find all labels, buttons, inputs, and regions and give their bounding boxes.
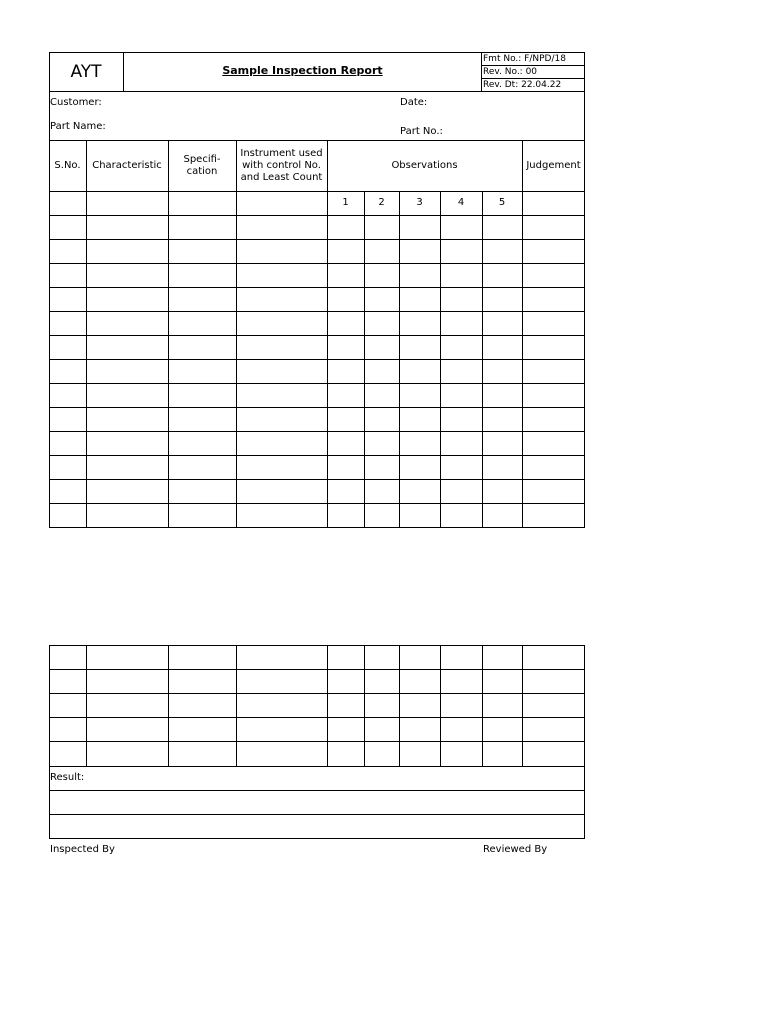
col-instrument-3: and Least Count — [240, 172, 323, 183]
obs-number: 4 — [457, 197, 465, 208]
meta-divider — [481, 52, 482, 91]
result-row — [49, 814, 585, 815]
table-row — [49, 479, 585, 480]
col-line — [168, 140, 169, 528]
table-row — [49, 335, 585, 336]
col-sno: S.No. — [54, 160, 81, 171]
col-line — [522, 140, 523, 528]
customer-label: Customer: — [50, 97, 102, 108]
obs-number: 5 — [498, 197, 506, 208]
inspection-table-top — [49, 52, 585, 528]
col-specification-1: Specifi- — [183, 154, 221, 165]
table-row — [49, 359, 585, 360]
result-label: Result: — [50, 772, 85, 783]
table-row — [49, 215, 585, 216]
header-bottom-line — [49, 91, 585, 92]
col-observations: Observations — [391, 160, 458, 171]
revision-date: Rev. Dt: 22.04.22 — [483, 80, 562, 90]
part-name-label: Part Name: — [50, 121, 106, 132]
table-row — [49, 717, 585, 718]
company-logo: AYT — [70, 62, 102, 82]
col-specification-2: cation — [186, 166, 218, 177]
table-row — [49, 693, 585, 694]
col-line — [364, 645, 365, 766]
format-number: Fmt No.: F/NPD/18 — [483, 54, 566, 64]
obs-number: 3 — [416, 197, 423, 208]
obs-number: 1 — [342, 197, 349, 208]
col-line — [440, 645, 441, 766]
info-bottom-line — [49, 140, 585, 141]
date-label: Date: — [400, 97, 428, 108]
col-line — [522, 645, 523, 766]
page-title: Sample Inspection Report — [222, 64, 383, 77]
col-line — [327, 645, 328, 766]
col-line — [86, 645, 87, 766]
table-row — [49, 383, 585, 384]
part-no-label: Part No.: — [400, 126, 443, 137]
table-row — [49, 503, 585, 504]
col-characteristic: Characteristic — [92, 160, 162, 171]
col-line — [86, 140, 87, 528]
table-row — [49, 669, 585, 670]
col-line — [168, 645, 169, 766]
column-header-bottom — [49, 191, 585, 192]
inspection-table-bottom — [49, 645, 585, 839]
col-line — [236, 645, 237, 766]
col-line — [236, 140, 237, 528]
table-row — [49, 287, 585, 288]
inspected-by-label: Inspected By — [50, 844, 115, 855]
revision-number: Rev. No.: 00 — [483, 67, 538, 77]
reviewed-by-label: Reviewed By — [483, 844, 548, 855]
table-row — [49, 407, 585, 408]
table-row — [49, 431, 585, 432]
table-row — [49, 766, 585, 767]
col-line — [482, 645, 483, 766]
col-line — [399, 645, 400, 766]
table-row — [49, 239, 585, 240]
col-instrument-1: Instrument used — [240, 148, 323, 159]
table-row — [49, 311, 585, 312]
table-row — [49, 741, 585, 742]
obs-number: 2 — [378, 197, 385, 208]
col-judgement: Judgement — [526, 160, 581, 171]
table-row — [49, 455, 585, 456]
table-row — [49, 263, 585, 264]
result-row — [49, 790, 585, 791]
col-instrument-2: with control No. — [242, 160, 321, 171]
